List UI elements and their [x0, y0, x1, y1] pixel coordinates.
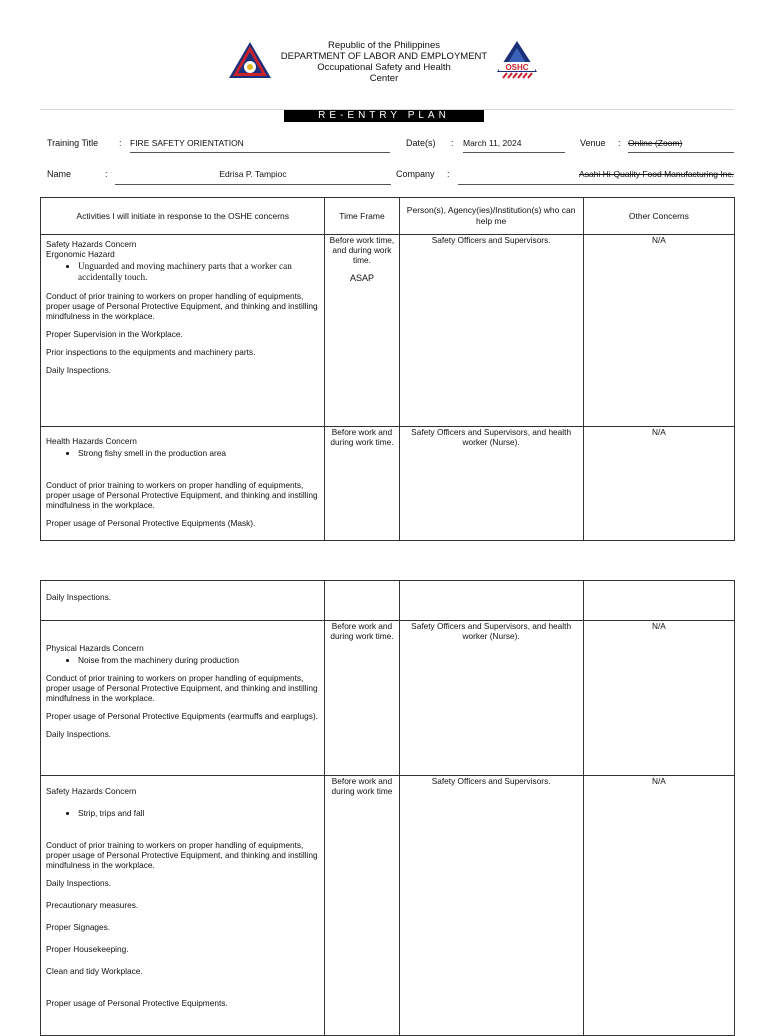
- activity-text: Prior inspections to the equipments and machinery parts.: [46, 347, 256, 357]
- venue-label: Venue: [580, 138, 606, 148]
- activity-text: Conduct of prior training to workers on proper handling of equipments, proper usage of Personal Protective Equipment, and thinking and instilling mindfulness in the workplace.: [46, 673, 318, 703]
- concern-subtitle: Ergonomic Hazard: [46, 249, 115, 259]
- activity-text: Daily Inspections.: [46, 592, 112, 602]
- activity-text: Proper usage of Personal Protective Equipments (earmuffs and earplugs).: [46, 711, 318, 721]
- dates-separator: :: [451, 138, 454, 148]
- concern-bullet: • Unguarded and moving machinery parts that a worker can accidentally touch.: [78, 261, 319, 283]
- concern-bullet: • Strip, trips and fall: [78, 808, 319, 818]
- activity-text: Clean and tidy Workplace.: [46, 966, 143, 976]
- header-line-4: Center: [369, 73, 399, 84]
- activities-cell: [41, 235, 325, 427]
- time-frame-cell: [325, 581, 399, 621]
- header-line-1: Republic of the Philippines: [328, 40, 440, 51]
- activities-cell: [41, 581, 325, 621]
- persons-cell: [399, 581, 583, 621]
- activity-text: Conduct of prior training to workers on proper handling of equipments, proper usage of Personal Protective Equipment, and thinking and instilling mindfulness in the workplace.: [46, 291, 318, 321]
- header-time-frame: Time Frame: [325, 198, 399, 235]
- concern-title: Health Hazards Concern: [46, 436, 137, 446]
- table-row: [41, 621, 735, 776]
- venue-separator: :: [618, 138, 621, 148]
- concern-title: Safety Hazards Concern: [46, 786, 137, 796]
- table-row: [41, 235, 735, 427]
- activity-text: Precautionary measures.: [46, 900, 139, 910]
- header-persons: Person(s), Agency(ies)/Institution(s) who can help me: [399, 198, 583, 235]
- persons-cell: Safety Officers and Supervisors, and health worker (Nurse).: [399, 621, 583, 776]
- concern-title: Physical Hazards Concern: [46, 643, 144, 653]
- training-title-separator: :: [119, 138, 122, 148]
- persons-cell: Safety Officers and Supervisors.: [399, 776, 583, 1036]
- concern-bullet: • Strong fishy smell in the production area: [78, 448, 319, 458]
- header-other-concerns: Other Concerns: [583, 198, 734, 235]
- table-row: [41, 581, 735, 621]
- reentry-plan-table-page-2: [40, 580, 735, 1036]
- activity-text: Daily Inspections.: [46, 365, 112, 375]
- activity-text: Proper Signages.: [46, 922, 111, 932]
- header-line-3: Occupational Safety and Health: [317, 62, 451, 73]
- name-value: Edrisa P. Tampioc: [115, 169, 391, 185]
- time-frame-cell: [325, 235, 399, 427]
- svg-text:OSHC: OSHC: [505, 63, 529, 72]
- time-frame-cell: Before work and during work time.: [325, 621, 399, 776]
- training-title-label: Training Title: [47, 138, 99, 148]
- other-concerns-cell: [583, 581, 734, 621]
- name-label: Name: [47, 169, 72, 179]
- other-concerns-cell: N/A: [583, 427, 734, 541]
- persons-cell: Safety Officers and Supervisors.: [399, 235, 583, 427]
- header-activities: Activities I will initiate in response to the OSHE concerns: [41, 198, 325, 235]
- other-concerns-cell: N/A: [583, 776, 734, 1036]
- activity-text: Proper Supervision in the Workplace.: [46, 329, 183, 339]
- company-value: Asahi Hi-Quality Food Manufacturing Inc.: [458, 169, 734, 185]
- activity-text: Conduct of prior training to workers on proper handling of equipments, proper usage of Personal Protective Equipment, and thinking and instilling mindfulness in the workplace.: [46, 480, 318, 510]
- time-frame-cell: Before work and during work time.: [325, 427, 399, 541]
- header-line-2: DEPARTMENT OF LABOR AND EMPLOYMENT: [280, 51, 488, 62]
- activities-cell: [41, 427, 325, 541]
- concern-title: Safety Hazards Concern: [46, 239, 137, 249]
- activity-text: Proper Housekeeping.: [46, 944, 129, 954]
- activities-cell: [41, 776, 325, 1036]
- table-row: [41, 427, 735, 541]
- time-frame-text: Before work time, and during work time.: [329, 235, 395, 265]
- activity-text: Conduct of prior training to workers on proper handling of equipments, proper usage of Personal Protective Equipment, and thinking and instilling mindfulness in the workplace.: [46, 840, 318, 870]
- activities-cell: [41, 621, 325, 776]
- dates-value: March 11, 2024: [463, 138, 565, 153]
- activity-text: Daily Inspections.: [46, 729, 112, 739]
- other-concerns-cell: N/A: [583, 235, 734, 427]
- other-concerns-cell: N/A: [583, 621, 734, 776]
- activity-text: Proper usage of Personal Protective Equipments.: [46, 998, 228, 1008]
- table-row: [41, 776, 735, 1036]
- agency-header: [0, 40, 768, 84]
- page-title-banner: RE-ENTRY PLAN: [284, 110, 484, 122]
- reentry-plan-table-page-1: [40, 197, 735, 541]
- venue-value: Online (Zoom): [628, 138, 734, 153]
- concern-bullet: • Noise from the machinery during production: [78, 655, 319, 665]
- table-header-row: [41, 198, 735, 235]
- dates-label: Date(s): [406, 138, 436, 148]
- activity-text: Daily Inspections.: [46, 878, 112, 888]
- name-separator: :: [105, 169, 108, 179]
- training-title-value: FIRE SAFETY ORIENTATION: [130, 138, 390, 153]
- time-frame-asap: ASAP: [349, 273, 374, 283]
- time-frame-cell: Before work and during work time: [325, 776, 399, 1036]
- company-separator: :: [447, 169, 450, 179]
- persons-cell: Safety Officers and Supervisors, and health worker (Nurse).: [399, 427, 583, 541]
- activity-text: Proper usage of Personal Protective Equipments (Mask).: [46, 518, 256, 528]
- company-label: Company: [396, 169, 435, 179]
